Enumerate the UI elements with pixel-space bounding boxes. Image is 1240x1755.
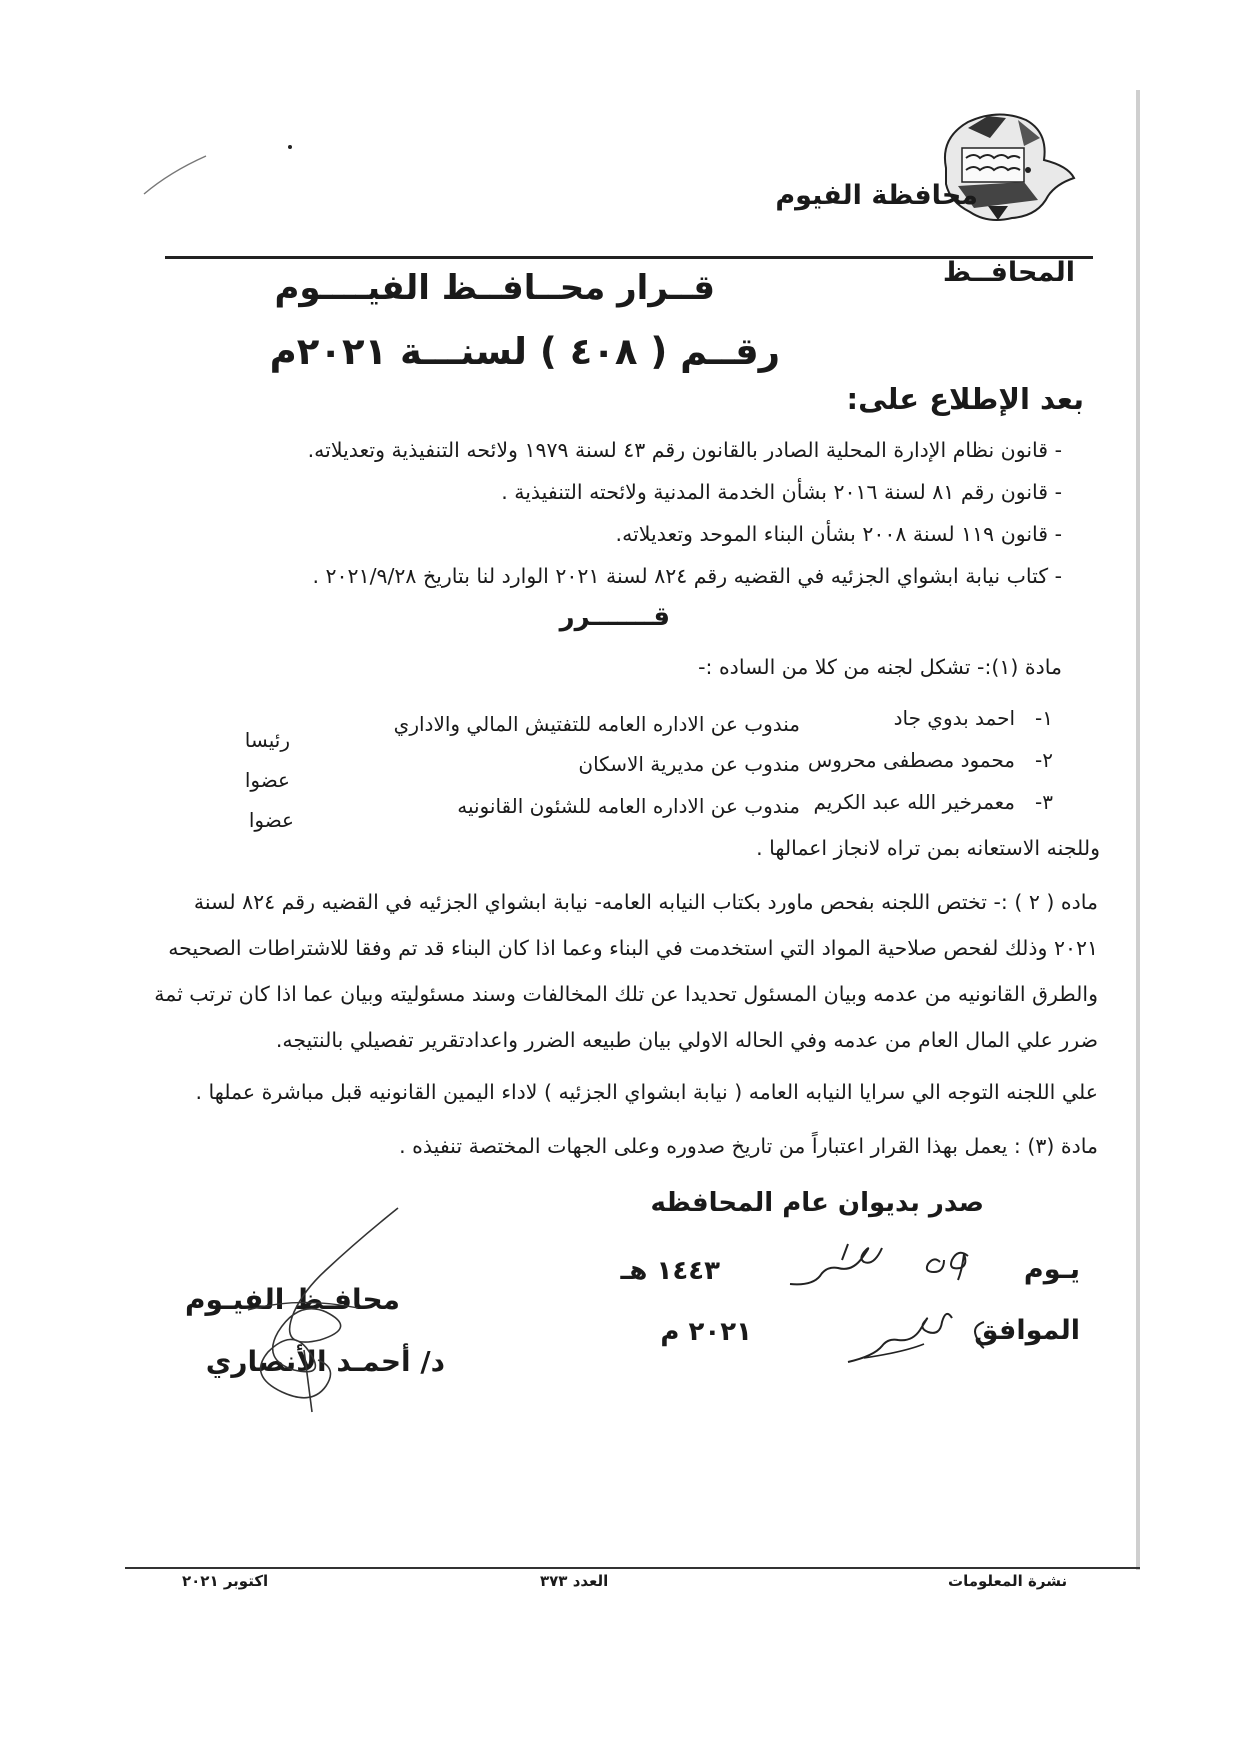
- member-title: عضوا: [244, 768, 290, 792]
- governor-office-label: المحافــظ: [942, 257, 1075, 288]
- member-number: ٣-: [1035, 790, 1053, 814]
- handwritten-day: [880, 1242, 980, 1286]
- member-title: رئيسا: [244, 728, 290, 752]
- article-2-line: ماده ( ٢ ) :- تختص اللجنه بفحص ماورد بكتاب النيابه العامه- نيابة ابشواي الجزئيه في القضيه رقم ٨٢٤ لسنة: [193, 890, 1098, 914]
- decree-title: قــرار محــافــظ الفيــــوم: [274, 268, 715, 308]
- member-number: ٢-: [1035, 748, 1053, 772]
- preamble-heading: بعد الإطلاع على:: [846, 382, 1084, 416]
- hijri-year: ١٤٤٣ هـ: [620, 1256, 720, 1286]
- scan-edge: [1136, 90, 1140, 1570]
- footer-issue: العدد ٣٧٣: [540, 1572, 609, 1590]
- member-role: مندوب عن مديرية الاسكان: [578, 752, 800, 776]
- day-label: يـوم: [1023, 1254, 1080, 1285]
- issued-at: صدر بديوان عام المحافظه: [650, 1188, 984, 1218]
- gregorian-year: ٢٠٢١ م: [660, 1317, 752, 1347]
- footer-bulletin: نشرة المعلومات: [948, 1572, 1068, 1590]
- footer-rule: [125, 1567, 1140, 1569]
- article-1-intro: مادة (١):- تشكل لجنه من كلا من الساده :-: [698, 655, 1062, 679]
- article-2-line: ٢٠٢١ وذلك لفحص صلاحية المواد التي استخدمت في البناء وعما اذا كان البناء قد تم وفقا للاشتراطات الصحيحه: [168, 936, 1098, 960]
- member-name: احمد بدوي جاد: [893, 706, 1015, 730]
- member-title: عضوا: [248, 808, 294, 832]
- signatory-name: د/ أحمـد الأنصاري: [205, 1345, 445, 1378]
- preamble-item: - قانون ١١٩ لسنة ٢٠٠٨ بشأن البناء الموحد وتعديلاته.: [615, 522, 1062, 546]
- preamble-item: - كتاب نيابة ابشواي الجزئيه في القضيه رقم ٨٢٤ لسنة ٢٠٢١ الوارد لنا بتاريخ ٢٠٢١/٩/٢٨ .: [312, 564, 1062, 588]
- decided-heading: قـــــــرر: [559, 602, 670, 632]
- member-name: معمرخير الله عبد الكريم: [813, 790, 1015, 814]
- decree-number: رقــم ( ٤٠٨ ) لسنـــة ٢٠٢١م: [269, 330, 780, 373]
- member-role: مندوب عن الاداره العامه للتفتيش المالي والاداري: [393, 712, 800, 736]
- handwritten-month: [778, 1238, 890, 1286]
- handwritten-six: [966, 1318, 992, 1352]
- handwritten-signature: [208, 1200, 428, 1420]
- article-2-line: والطرق القانونيه من عدمه وبيان المسئول تحديدا عن تلك المخالفات وسند مسئوليته وبيان عما اذا كان ترتب ثمة: [154, 982, 1098, 1006]
- stray-pen-mark: [140, 150, 210, 200]
- preamble-item: - قانون رقم ٨١ لسنة ٢٠١٦ بشأن الخدمة المدنية ولائحته التنفيذية .: [501, 480, 1062, 504]
- preamble-item: - قانون نظام الإدارة المحلية الصادر بالقانون رقم ٤٣ لسنة ١٩٧٩ ولائحه التنفيذية وتعديلاته.: [307, 438, 1062, 462]
- footer-date: اكتوبر ٢٠٢١: [182, 1572, 269, 1590]
- gregorian-label: الموافق: [974, 1315, 1080, 1346]
- article-2-line: ضرر علي المال العام من عدمه وفي الحاله الاولي بيان طبيعه الضرر واعدادتقرير تفصيلي بالنتيجه.: [275, 1028, 1098, 1052]
- member-name: محمود مصطفى محروس: [807, 748, 1015, 772]
- member-number: ١-: [1035, 706, 1053, 730]
- article-3: مادة (٣) : يعمل بهذا القرار اعتباراً من تاريخ صدوره وعلى الجهات المختصة تنفيذه .: [399, 1134, 1098, 1158]
- stray-dot: [288, 145, 292, 149]
- signatory-title: محافـظ الفيـوم: [184, 1283, 400, 1316]
- member-role: مندوب عن الاداره العامه للشئون القانونيه: [457, 794, 800, 818]
- handwritten-october: [840, 1304, 960, 1364]
- article-1-note: وللجنه الاستعانه بمن تراه لانجاز اعمالها .: [756, 836, 1100, 860]
- governorate-name: محافظة الفيوم: [775, 180, 978, 211]
- article-2-line: علي اللجنه التوجه الي سرايا النيابه العامه ( نيابة ابشواي الجزئيه ) لاداء اليمين القانونيه قبل مباشرة عملها .: [195, 1080, 1098, 1104]
